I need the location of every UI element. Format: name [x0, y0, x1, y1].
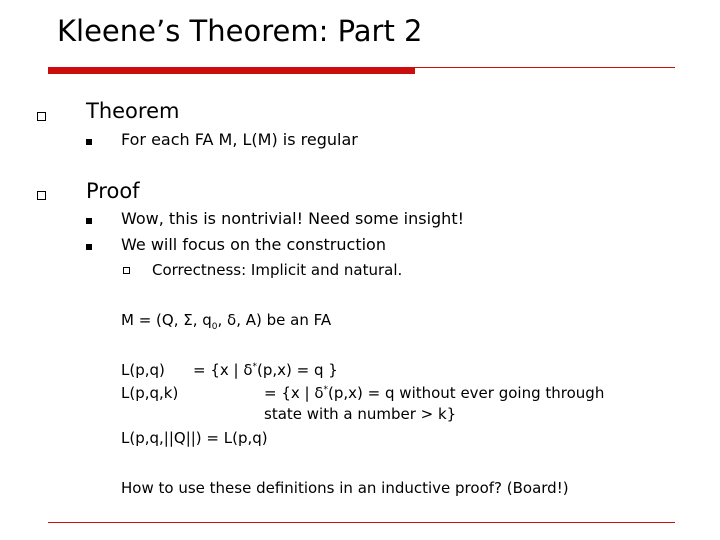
theorem-item: For each FA M, L(M) is regular — [121, 130, 358, 149]
proof-subitem: Correctness: Implicit and natural. — [152, 261, 403, 279]
lpqk-definition: = {x | δ*(p,x) = q without ever going through — [264, 384, 605, 402]
lpqk-label: L(p,q,k) — [121, 384, 179, 402]
filled-square-bullet-icon — [86, 139, 92, 145]
proof-item: Wow, this is nontrivial! Need some insight! — [121, 209, 464, 228]
hollow-square-bullet-icon — [37, 191, 46, 200]
filled-square-bullet-icon — [86, 218, 92, 224]
fa-definition: M = (Q, Σ, $q_0$, δ, A) be an FA — [121, 311, 332, 332]
lpq-definition: = {x | δ*(p,x) = q } — [193, 361, 338, 379]
footer-divider — [48, 522, 675, 523]
filled-square-bullet-icon — [86, 244, 92, 250]
hollow-square-bullet-icon — [123, 267, 130, 274]
theorem-heading: Theorem — [86, 99, 180, 123]
title-accent-bar — [48, 67, 415, 74]
lpq-full-identity: L(p,q,||Q||) = L(p,q) — [121, 429, 268, 447]
slide-title: Kleene’s Theorem: Part 2 — [57, 14, 423, 48]
proof-item: We will focus on the construction — [121, 235, 386, 254]
proof-heading: Proof — [86, 179, 140, 203]
lpqk-definition-continued: state with a number > k} — [264, 405, 457, 423]
lpq-label: L(p,q) — [121, 361, 165, 379]
hollow-square-bullet-icon — [37, 112, 46, 121]
closing-question: How to use these definitions in an inductive proof? (Board!) — [121, 479, 569, 497]
